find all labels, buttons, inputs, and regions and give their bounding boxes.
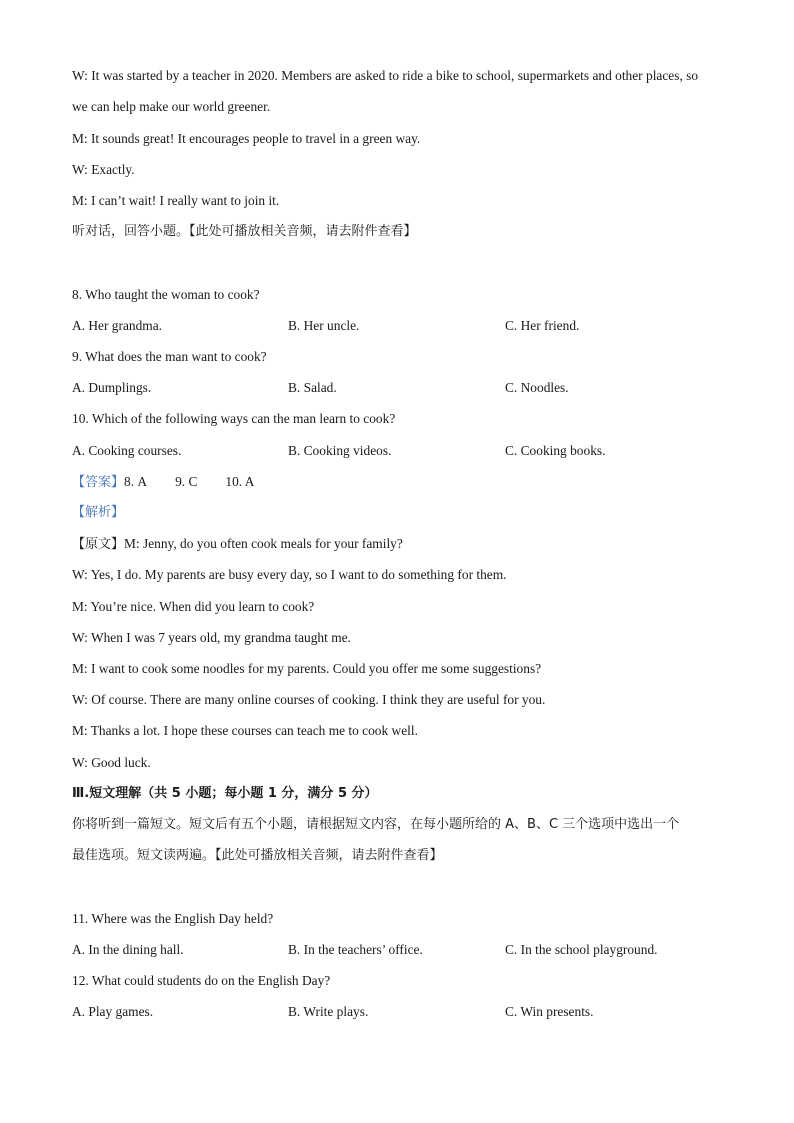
option-a: A. In the dining hall.	[72, 942, 184, 957]
question-stem: 8. Who taught the woman to cook?	[72, 287, 260, 302]
transcript-line: M: Thanks a lot. I hope these courses can teach me to cook well.	[72, 723, 418, 738]
section-instruction: 你将听到一篇短文。短文后有五个小题，请根据短文内容，在每小题所给的 A、B、C 三个选项中选出一个	[72, 817, 680, 832]
option-c: C. Win presents.	[505, 1004, 594, 1019]
option-b: B. Cooking videos.	[288, 443, 392, 458]
option-c: C. Noodles.	[505, 380, 569, 395]
transcript-line: M: I want to cook some noodles for my parents. Could you offer me some suggestions?	[72, 661, 542, 676]
question-stem: 12. What could students do on the English Day?	[72, 973, 331, 988]
transcript-label: 【原文】	[72, 537, 125, 552]
option-a: A. Her grandma.	[72, 318, 162, 333]
answer-item: 8. A	[124, 474, 148, 489]
transcript-line: M: Jenny, do you often cook meals for your family?	[124, 536, 403, 551]
dialogue-line: W: It was started by a teacher in 2020. Members are asked to ride a bike to school, supermarkets and other places, so	[72, 68, 699, 83]
option-a: A. Dumplings.	[72, 380, 152, 395]
section-instruction: 最佳选项。短文读两遍。【此处可播放相关音频，请去附件查看】	[72, 848, 443, 863]
dialogue-line: M: I can’t wait! I really want to join it.	[72, 193, 280, 208]
answer-label: 【答案】	[72, 475, 125, 490]
option-b: B. Her uncle.	[288, 318, 360, 333]
transcript-line: W: Yes, I do. My parents are busy every day, so I want to do something for them.	[72, 567, 507, 582]
transcript-line: W: Good luck.	[72, 755, 151, 770]
dialogue-line: we can help make our world greener.	[72, 99, 271, 114]
dialogue-line: W: Exactly.	[72, 162, 135, 177]
section-title: Ⅲ.短文理解（共 5 小题；每小题 1 分，满分 5 分）	[72, 786, 378, 801]
analysis-label: 【解析】	[72, 505, 125, 520]
answer-item: 9. C	[175, 474, 198, 489]
option-b: B. Write plays.	[288, 1004, 369, 1019]
option-a: A. Cooking courses.	[72, 443, 182, 458]
transcript-first-line	[72, 535, 403, 554]
dialogue-line: M: It sounds great! It encourages people to travel in a green way.	[72, 131, 421, 146]
audio-instruction: 听对话，回答小题。【此处可播放相关音频，请去附件查看】	[72, 224, 417, 239]
answer-item: 10. A	[225, 474, 255, 489]
option-b: B. In the teachers’ office.	[288, 942, 423, 957]
question-stem: 10. Which of the following ways can the man learn to cook?	[72, 411, 396, 426]
question-stem: 11. Where was the English Day held?	[72, 911, 274, 926]
option-c: C. Her friend.	[505, 318, 580, 333]
transcript-line: W: Of course. There are many online courses of cooking. I think they are useful for you.	[72, 692, 546, 707]
option-c: C. Cooking books.	[505, 443, 606, 458]
question-stem: 9. What does the man want to cook?	[72, 349, 267, 364]
option-a: A. Play games.	[72, 1004, 154, 1019]
answer-line	[72, 473, 254, 492]
option-b: B. Salad.	[288, 380, 337, 395]
transcript-line: W: When I was 7 years old, my grandma taught me.	[72, 630, 351, 645]
option-c: C. In the school playground.	[505, 942, 658, 957]
transcript-line: M: You’re nice. When did you learn to cook?	[72, 599, 315, 614]
